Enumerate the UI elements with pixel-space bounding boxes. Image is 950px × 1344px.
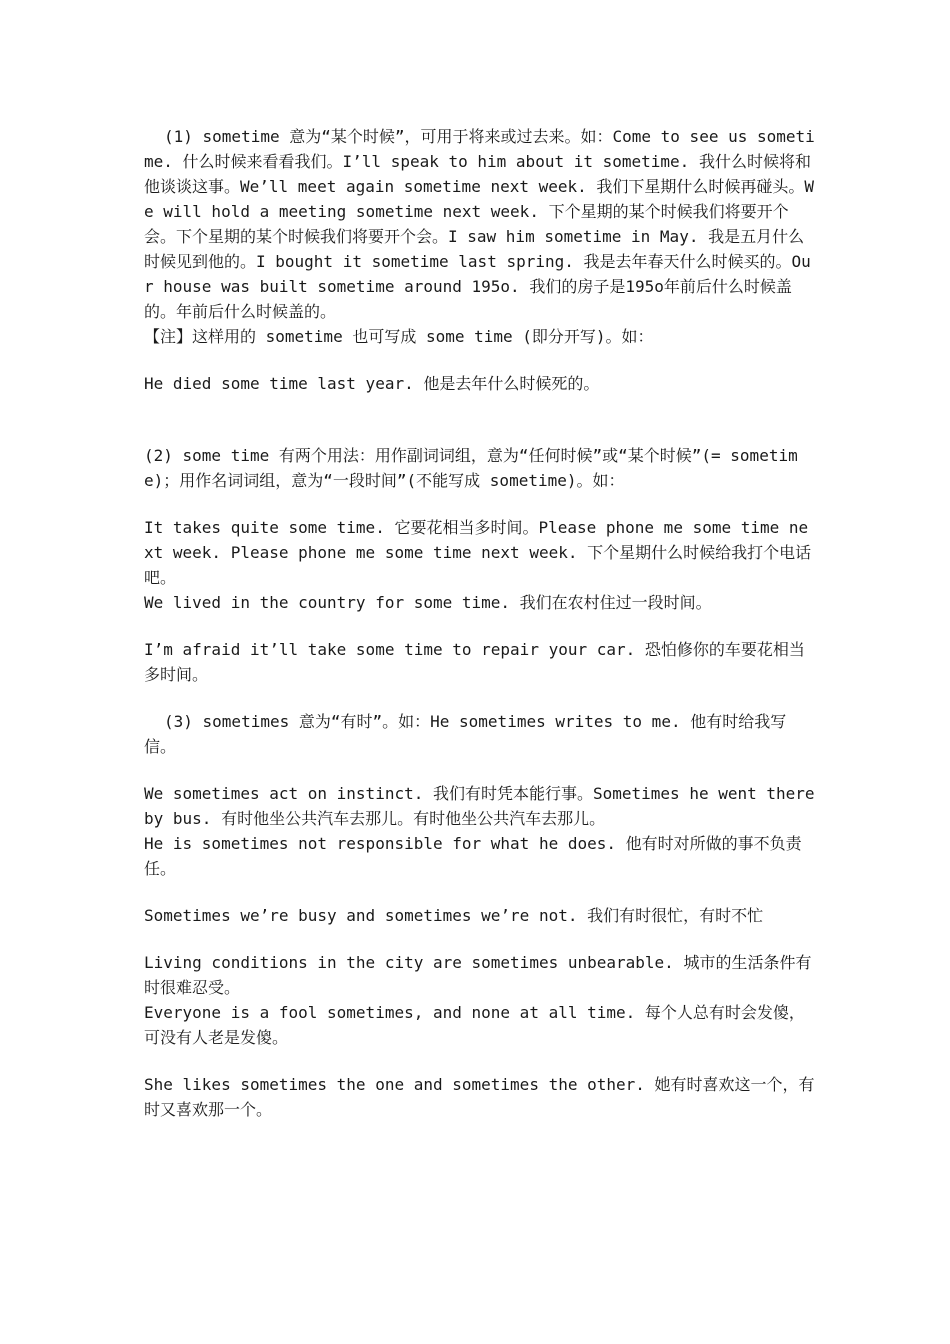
paragraph-example: He died some time last year. 他是去年什么时候死的。 (144, 374, 600, 393)
spacer (144, 1050, 816, 1072)
paragraph-example: I’m afraid it’ll take some time to repair your car. 恐怕修你的车要花相当多时间。 (144, 640, 805, 684)
spacer (144, 615, 816, 637)
paragraph-some-time-usage: (2) some time 有两个用法：用作副词词组，意为“任何时候”或“某个时候”(= sometime)；用作名词词组，意为“一段时间”(不能写成 sometime)。如： (144, 446, 798, 490)
spacer (144, 928, 816, 950)
paragraph-example: It takes quite some time. 它要花相当多时间。Please phone me some time next week. Please phone me some time next week. 下个星期什么时候给我打个电话吧。 (144, 518, 812, 587)
spacer (144, 687, 816, 709)
paragraph-example: We lived in the country for some time. 我们在农村住过一段时间。 (144, 593, 712, 612)
paragraph-example: We sometimes act on instinct. 我们有时凭本能行事。Sometimes he went there by bus. 有时他坐公共汽车去那儿。有时他坐公共汽车去那儿。 (144, 784, 815, 828)
paragraph-example: He is sometimes not responsible for what he does. 他有时对所做的事不负责任。 (144, 834, 802, 878)
paragraph-note: 【注】这样用的 sometime 也可写成 some time (即分开写)。如： (144, 327, 654, 346)
spacer (144, 493, 816, 515)
paragraph-sometime-usage: (1) sometime 意为“某个时候”，可用于将来或过去来。如：Come to see us sometime. 什么时候来看看我们。I’ll speak to him about it sometime. 我什么时候将和他谈谈这事。We’ll meet again sometime next week. 我们下星期什么时候再碰头。We will hold a meeting sometime next week. 下个星期的某个时候我们将要开个会。下个星期的某个时候我们将要开个会。I saw him sometime in May. 我是五月什么时候见到他的。I bought it sometime last spring. 我是去年春天什么时候买的。Our house was built sometime around 195o. 我们的房子是195o年前后什么时候盖的。年前后什么时候盖的。 (144, 127, 815, 321)
paragraph-example: Sometimes we’re busy and sometimes we’re not. 我们有时很忙，有时不忙 (144, 906, 764, 925)
paragraph-sometimes-usage: (3) sometimes 意为“有时”。如：He sometimes writes to me. 他有时给我写信。 (144, 712, 787, 756)
paragraph-example: Everyone is a fool sometimes, and none at all time. 每个人总有时会发傻，可没有人老是发傻。 (144, 1003, 805, 1047)
spacer (144, 349, 816, 371)
spacer (144, 881, 816, 903)
paragraph-example: Living conditions in the city are sometimes unbearable. 城市的生活条件有时很难忍受。 (144, 953, 812, 997)
spacer (144, 396, 816, 443)
document-body (144, 124, 816, 1122)
spacer (144, 759, 816, 781)
paragraph-example: She likes sometimes the one and sometimes the other. 她有时喜欢这一个，有时又喜欢那一个。 (144, 1075, 815, 1119)
